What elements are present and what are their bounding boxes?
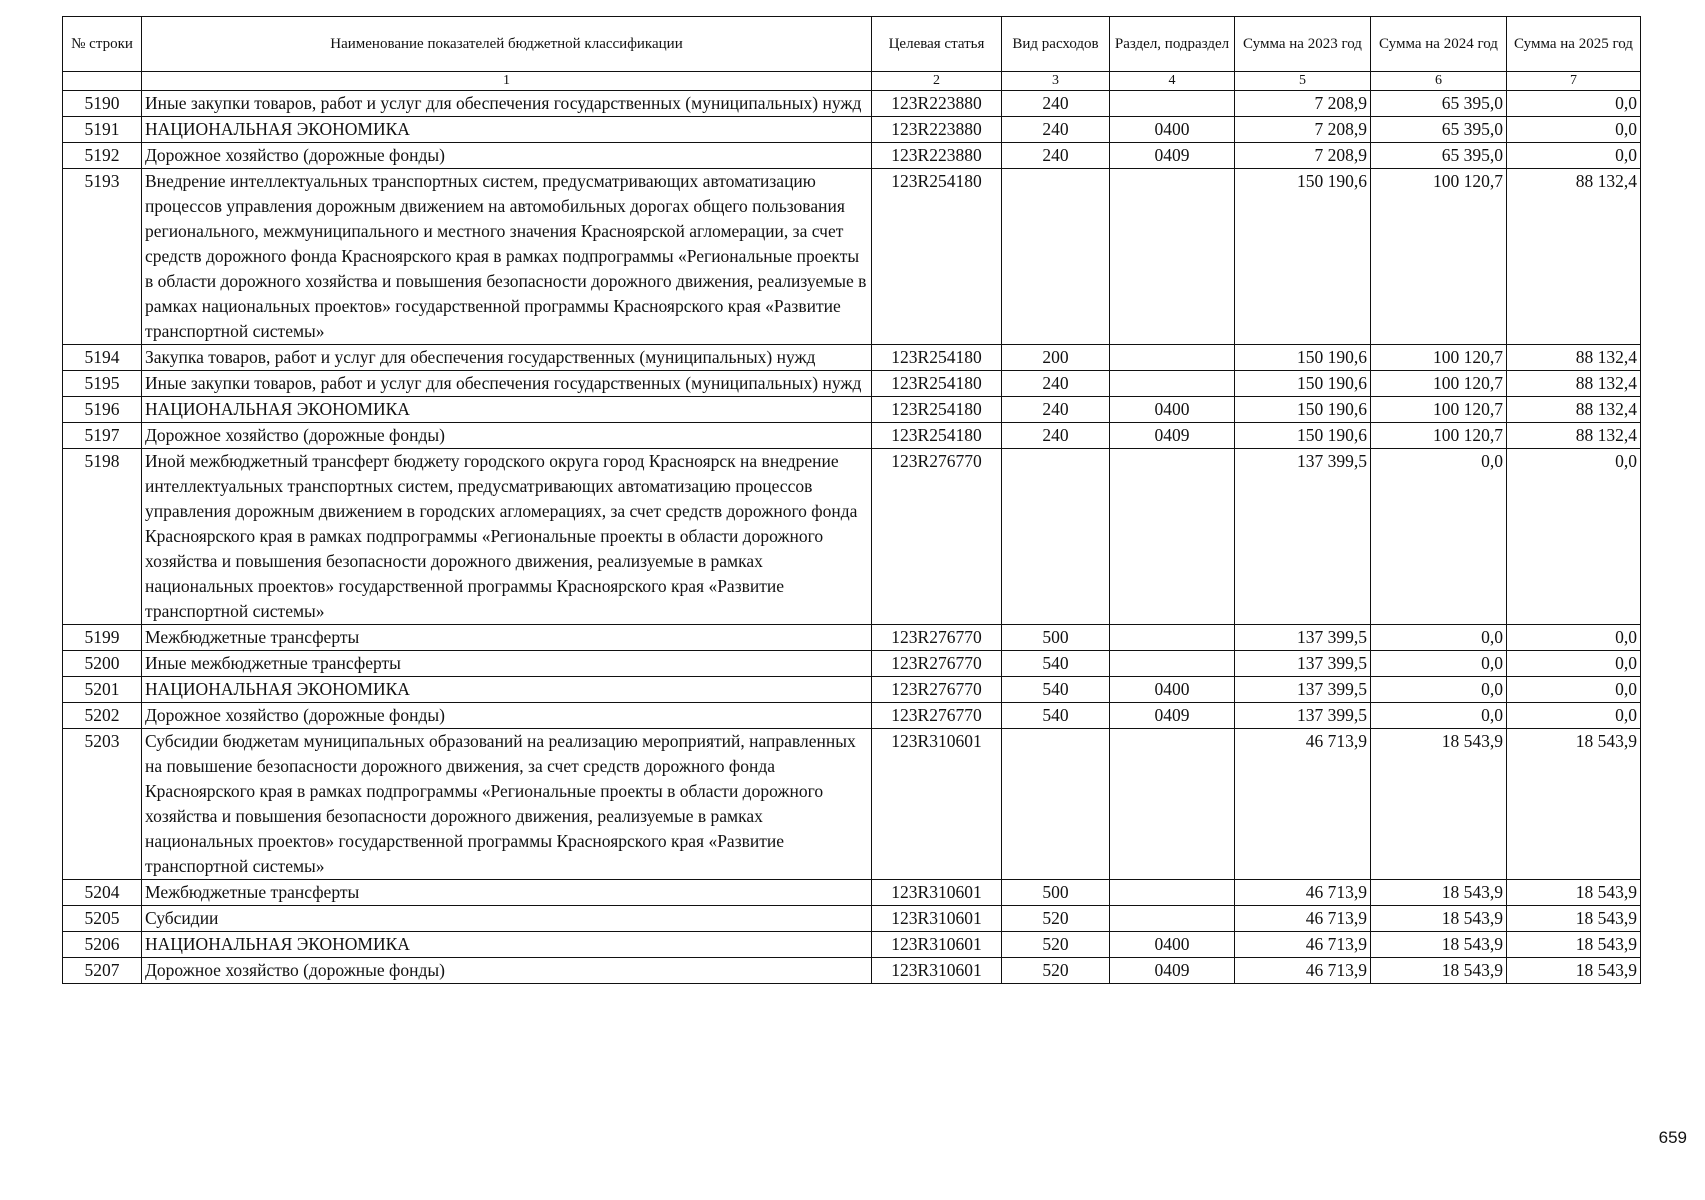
sum-2024: 0,0 [1371,625,1507,651]
section-subsection [1110,449,1235,625]
expense-type [1002,449,1110,625]
section-subsection [1110,371,1235,397]
table-body [63,91,1641,984]
sum-2025: 0,0 [1507,625,1641,651]
table-row [63,958,1641,984]
sum-2025: 0,0 [1507,91,1641,117]
indicator-name: Субсидии [142,906,872,932]
sum-2024: 0,0 [1371,449,1507,625]
sum-2023: 150 190,6 [1235,345,1371,371]
sum-2025: 18 543,9 [1507,729,1641,880]
sum-2025: 18 543,9 [1507,880,1641,906]
header-name: Наименование показателей бюджетной классификации [142,17,872,72]
expense-type: 540 [1002,651,1110,677]
table-row [63,169,1641,345]
sum-2023: 7 208,9 [1235,143,1371,169]
header-sum-2024: Сумма на 2024 год [1371,17,1507,72]
expense-type: 240 [1002,397,1110,423]
table-row [63,371,1641,397]
header-target: Целевая статья [872,17,1002,72]
header-expense-type: Вид расходов [1002,17,1110,72]
table-row [63,932,1641,958]
table-row [63,729,1641,880]
section-subsection [1110,880,1235,906]
row-number: 5192 [63,143,142,169]
indicator-name: Дорожное хозяйство (дорожные фонды) [142,958,872,984]
header-sum-2025: Сумма на 2025 год [1507,17,1641,72]
expense-type: 500 [1002,880,1110,906]
section-subsection [1110,625,1235,651]
sum-2024: 18 543,9 [1371,932,1507,958]
row-number: 5196 [63,397,142,423]
sum-2023: 137 399,5 [1235,651,1371,677]
table-row [63,449,1641,625]
sum-2023: 46 713,9 [1235,906,1371,932]
row-number: 5199 [63,625,142,651]
sum-2025: 0,0 [1507,143,1641,169]
sum-2024: 18 543,9 [1371,880,1507,906]
table-header [63,17,1641,91]
sum-2025: 0,0 [1507,651,1641,677]
target-article: 123R276770 [872,677,1002,703]
sum-2023: 46 713,9 [1235,880,1371,906]
target-article: 123R310601 [872,729,1002,880]
sum-2025: 88 132,4 [1507,345,1641,371]
row-number: 5206 [63,932,142,958]
section-subsection [1110,729,1235,880]
sum-2024: 100 120,7 [1371,423,1507,449]
table-row [63,651,1641,677]
row-number: 5205 [63,906,142,932]
target-article: 123R254180 [872,345,1002,371]
sum-2025: 88 132,4 [1507,423,1641,449]
indicator-name: Межбюджетные трансферты [142,880,872,906]
table-row [63,397,1641,423]
section-subsection: 0400 [1110,932,1235,958]
target-article: 123R276770 [872,625,1002,651]
sum-2025: 88 132,4 [1507,169,1641,345]
target-article: 123R223880 [872,117,1002,143]
sum-2024: 18 543,9 [1371,906,1507,932]
table-row [63,423,1641,449]
table-row [63,677,1641,703]
sum-2025: 18 543,9 [1507,906,1641,932]
target-article: 123R310601 [872,932,1002,958]
target-article: 123R254180 [872,397,1002,423]
row-number: 5198 [63,449,142,625]
expense-type: 520 [1002,932,1110,958]
expense-type: 240 [1002,143,1110,169]
indicator-name: Закупка товаров, работ и услуг для обеспечения государственных (муниципальных) нужд [142,345,872,371]
target-article: 123R276770 [872,651,1002,677]
table-row [63,880,1641,906]
expense-type: 240 [1002,91,1110,117]
sum-2024: 0,0 [1371,677,1507,703]
indicator-name: НАЦИОНАЛЬНАЯ ЭКОНОМИКА [142,117,872,143]
indicator-name: НАЦИОНАЛЬНАЯ ЭКОНОМИКА [142,677,872,703]
section-subsection [1110,906,1235,932]
expense-type: 240 [1002,117,1110,143]
expense-type: 240 [1002,423,1110,449]
target-article: 123R254180 [872,169,1002,345]
sum-2024: 0,0 [1371,651,1507,677]
expense-type [1002,729,1110,880]
sum-2023: 46 713,9 [1235,729,1371,880]
sum-2025: 0,0 [1507,449,1641,625]
sum-2023: 137 399,5 [1235,625,1371,651]
indicator-name: НАЦИОНАЛЬНАЯ ЭКОНОМИКА [142,932,872,958]
budget-table [62,16,1641,984]
expense-type: 520 [1002,958,1110,984]
table-row [63,906,1641,932]
expense-type: 540 [1002,703,1110,729]
indicator-name: Иные межбюджетные трансферты [142,651,872,677]
sum-2024: 18 543,9 [1371,729,1507,880]
indicator-name: Иные закупки товаров, работ и услуг для обеспечения государственных (муниципальных) нужд [142,91,872,117]
sum-2024: 100 120,7 [1371,371,1507,397]
sum-2024: 0,0 [1371,703,1507,729]
colnum-0 [63,72,142,91]
page-number: 659 [1658,1128,1687,1147]
row-number: 5191 [63,117,142,143]
target-article: 123R310601 [872,958,1002,984]
row-number: 5203 [63,729,142,880]
section-subsection: 0409 [1110,423,1235,449]
sum-2023: 46 713,9 [1235,958,1371,984]
section-subsection: 0400 [1110,677,1235,703]
expense-type: 200 [1002,345,1110,371]
header-section: Раздел, подраздел [1110,17,1235,72]
row-number: 5202 [63,703,142,729]
colnum-2: 2 [872,72,1002,91]
sum-2024: 65 395,0 [1371,143,1507,169]
sum-2024: 100 120,7 [1371,397,1507,423]
sum-2024: 65 395,0 [1371,117,1507,143]
indicator-name: Иной межбюджетный трансферт бюджету городского округа город Красноярск на внедрение интеллектуальных транспортных систем, предусматривающих автоматизацию процессов управления дорожным движением в городских агломерациях, за счет средств дорожного фонда Красноярского края в рамках подпрограммы «Региональные проекты в области дорожного хозяйства и повышения безопасности дорожного движения, реализуемые в рамках национальных проектов» государственной программы Красноярского края «Развитие транспортной системы» [142,449,872,625]
colnum-6: 6 [1371,72,1507,91]
target-article: 123R254180 [872,423,1002,449]
indicator-name: Дорожное хозяйство (дорожные фонды) [142,423,872,449]
row-number: 5201 [63,677,142,703]
header-row-no: № строки [63,17,142,72]
sum-2023: 137 399,5 [1235,449,1371,625]
header-row [63,17,1641,72]
header-sum-2023: Сумма на 2023 год [1235,17,1371,72]
expense-type: 240 [1002,371,1110,397]
row-number: 5200 [63,651,142,677]
section-subsection [1110,91,1235,117]
sum-2023: 150 190,6 [1235,169,1371,345]
target-article: 123R276770 [872,703,1002,729]
target-article: 123R254180 [872,371,1002,397]
indicator-name: Межбюджетные трансферты [142,625,872,651]
expense-type: 520 [1002,906,1110,932]
row-number: 5195 [63,371,142,397]
sum-2025: 18 543,9 [1507,932,1641,958]
table-row [63,143,1641,169]
sum-2023: 150 190,6 [1235,371,1371,397]
colnum-7: 7 [1507,72,1641,91]
expense-type: 540 [1002,677,1110,703]
row-number: 5194 [63,345,142,371]
target-article: 123R276770 [872,449,1002,625]
section-subsection: 0400 [1110,397,1235,423]
indicator-name: НАЦИОНАЛЬНАЯ ЭКОНОМИКА [142,397,872,423]
column-number-row [63,72,1641,91]
section-subsection: 0400 [1110,117,1235,143]
sum-2023: 137 399,5 [1235,703,1371,729]
expense-type [1002,169,1110,345]
sum-2023: 46 713,9 [1235,932,1371,958]
target-article: 123R310601 [872,906,1002,932]
sum-2025: 88 132,4 [1507,397,1641,423]
table-row [63,91,1641,117]
target-article: 123R223880 [872,143,1002,169]
row-number: 5190 [63,91,142,117]
row-number: 5197 [63,423,142,449]
target-article: 123R223880 [872,91,1002,117]
section-subsection: 0409 [1110,958,1235,984]
colnum-1: 1 [142,72,872,91]
expense-type: 500 [1002,625,1110,651]
section-subsection: 0409 [1110,143,1235,169]
sum-2025: 88 132,4 [1507,371,1641,397]
sum-2023: 150 190,6 [1235,397,1371,423]
colnum-3: 3 [1002,72,1110,91]
section-subsection [1110,345,1235,371]
section-subsection: 0409 [1110,703,1235,729]
sum-2024: 65 395,0 [1371,91,1507,117]
sum-2024: 18 543,9 [1371,958,1507,984]
section-subsection [1110,169,1235,345]
section-subsection [1110,651,1235,677]
row-number: 5204 [63,880,142,906]
indicator-name: Внедрение интеллектуальных транспортных систем, предусматривающих автоматизацию процессов управления дорожным движением на автомобильных дорогах общего пользования регионального, межмуниципального и местного значения Красноярской агломерации, за счет средств дорожного фонда Красноярского края в рамках подпрограммы «Региональные проекты в области дорожного хозяйства и повышения безопасности дорожного движения, реализуемые в рамках национальных проектов» государственной программы Красноярского края «Развитие транспортной системы» [142,169,872,345]
sum-2024: 100 120,7 [1371,345,1507,371]
indicator-name: Субсидии бюджетам муниципальных образований на реализацию мероприятий, направленных на повышение безопасности дорожного движения, за счет средств дорожного фонда Красноярского края в рамках подпрограммы «Региональные проекты в области дорожного хозяйства и повышения безопасности дорожного движения, реализуемые в рамках национальных проектов» государственной программы Красноярского края «Развитие транспортной системы» [142,729,872,880]
colnum-4: 4 [1110,72,1235,91]
indicator-name: Дорожное хозяйство (дорожные фонды) [142,143,872,169]
indicator-name: Иные закупки товаров, работ и услуг для обеспечения государственных (муниципальных) нужд [142,371,872,397]
sum-2025: 0,0 [1507,703,1641,729]
sum-2025: 0,0 [1507,117,1641,143]
sum-2025: 0,0 [1507,677,1641,703]
sum-2023: 150 190,6 [1235,423,1371,449]
sum-2023: 7 208,9 [1235,91,1371,117]
target-article: 123R310601 [872,880,1002,906]
table-row [63,625,1641,651]
sum-2024: 100 120,7 [1371,169,1507,345]
row-number: 5207 [63,958,142,984]
sum-2023: 137 399,5 [1235,677,1371,703]
table-row [63,703,1641,729]
indicator-name: Дорожное хозяйство (дорожные фонды) [142,703,872,729]
table-row [63,345,1641,371]
sum-2025: 18 543,9 [1507,958,1641,984]
table-row [63,117,1641,143]
colnum-5: 5 [1235,72,1371,91]
sum-2023: 7 208,9 [1235,117,1371,143]
row-number: 5193 [63,169,142,345]
